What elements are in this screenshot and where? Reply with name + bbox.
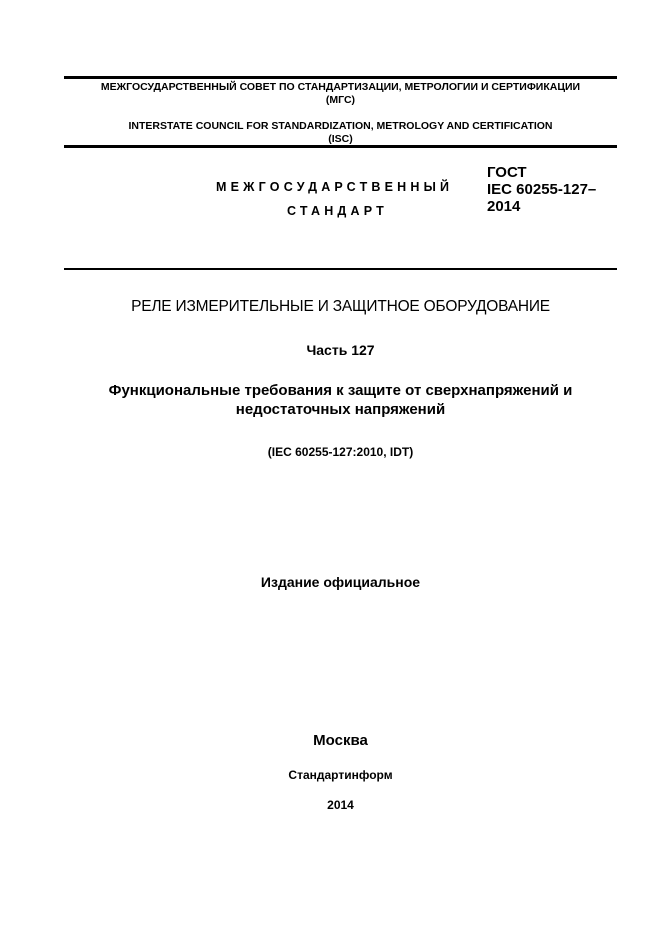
council-abbr-en: (ISC) (328, 133, 353, 145)
iec-reference: (IEC 60255-127:2010, IDT) (267, 445, 414, 459)
gost-code-line1: ГОСТ (487, 164, 527, 181)
top-rule (64, 76, 617, 79)
publication-year: 2014 (327, 798, 354, 812)
publisher-name: Стандартинформ (288, 768, 393, 782)
council-name-en (64, 120, 617, 146)
edition-label: Издание официальное (260, 574, 421, 590)
standard-label-line2: СТАНДАРТ (287, 204, 388, 218)
document-part: Часть 127 (306, 342, 375, 358)
document-title: РЕЛЕ ИЗМЕРИТЕЛЬНЫЕ И ЗАЩИТНОЕ ОБОРУДОВАНИЕ (131, 298, 550, 315)
publication-city: Москва (313, 732, 368, 749)
bottom-rule (64, 268, 617, 270)
council-name-ru-line1: МЕЖГОСУДАРСТВЕННЫЙ СОВЕТ ПО СТАНДАРТИЗАЦИИ, МЕТРОЛОГИИ И СЕРТИФИКАЦИИ (100, 81, 581, 93)
council-name-ru (64, 81, 617, 107)
document-subtitle (64, 381, 617, 419)
council-name-en-line1: INTERSTATE COUNCIL FOR STANDARDIZATION, METROLOGY AND CERTIFICATION (128, 120, 553, 132)
standard-label-line1: МЕЖГОСУДАРСТВЕННЫЙ (216, 180, 454, 194)
gost-code-line2: IEC 60255-127– (487, 181, 597, 198)
council-abbr-ru: (МГС) (325, 94, 356, 106)
document-subtitle-line1: Функциональные требования к защите от сверхнапряжений и (108, 382, 573, 399)
gost-code-line3: 2014 (487, 198, 521, 215)
document-subtitle-line2: недостаточных напряжений (235, 401, 446, 418)
middle-rule (64, 145, 617, 148)
gost-code (487, 164, 596, 215)
